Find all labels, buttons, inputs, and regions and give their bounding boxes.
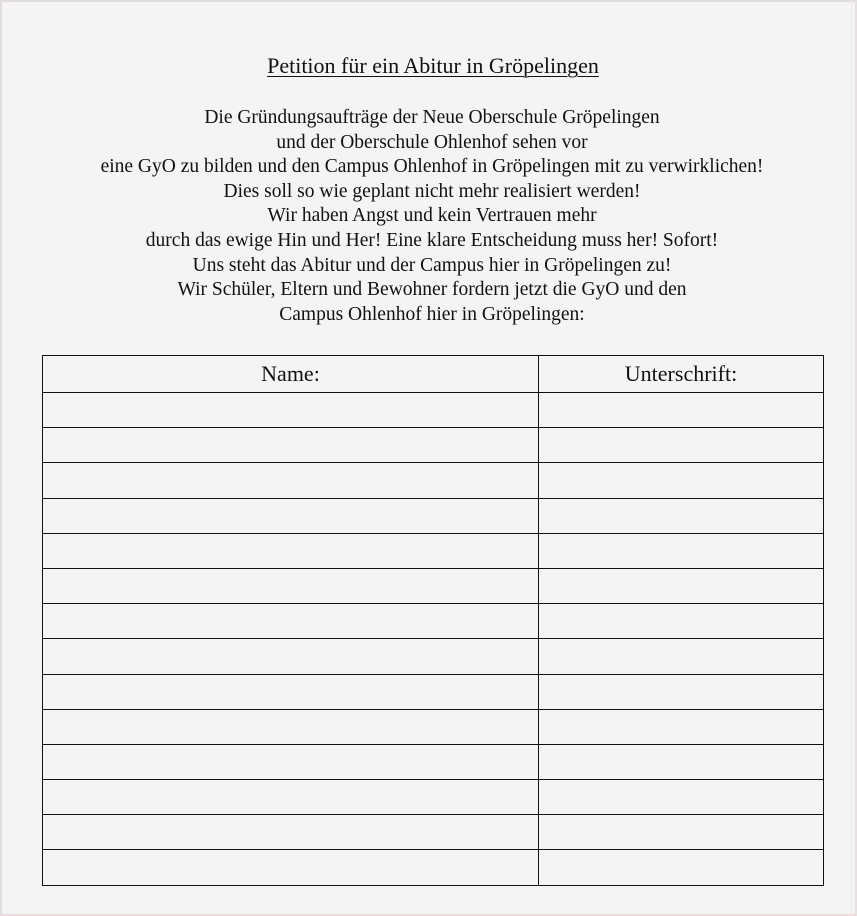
- signature-cell[interactable]: [539, 428, 824, 463]
- table-row: [43, 674, 824, 709]
- table-row: [43, 815, 824, 850]
- body-line: Wir Schüler, Eltern und Bewohner fordern jetzt die GyO und den: [177, 279, 687, 301]
- signature-cell[interactable]: [539, 815, 824, 850]
- column-header-name: Name:: [43, 356, 539, 393]
- table-row: [43, 780, 824, 815]
- signature-cell[interactable]: [539, 780, 824, 815]
- petition-body: [0, 106, 857, 327]
- column-header-signature: Unterschrift:: [539, 356, 824, 393]
- body-line: Die Gründungsaufträge der Neue Oberschule Gröpelingen: [204, 107, 660, 128]
- name-cell[interactable]: [43, 533, 539, 568]
- body-line: Wir haben Angst und kein Vertrauen mehr: [267, 205, 597, 227]
- signature-cell[interactable]: [539, 744, 824, 779]
- signature-cell[interactable]: [539, 533, 824, 568]
- signature-cell[interactable]: [539, 604, 824, 639]
- body-line: Uns steht das Abitur und der Campus hier in Gröpelingen zu!: [192, 254, 672, 276]
- signature-cell[interactable]: [539, 498, 824, 533]
- name-cell[interactable]: [43, 674, 539, 709]
- body-line: Dies soll so wie geplant nicht mehr realisiert werden!: [223, 180, 641, 202]
- body-line: eine GyO zu bilden und den Campus Ohlenhof in Gröpelingen mit zu verwirklichen!: [100, 156, 764, 178]
- name-cell[interactable]: [43, 850, 539, 885]
- signature-cell[interactable]: [539, 568, 824, 603]
- name-cell[interactable]: [43, 780, 539, 815]
- table-row: [43, 709, 824, 744]
- name-cell[interactable]: [43, 709, 539, 744]
- name-cell[interactable]: [43, 639, 539, 674]
- signature-cell[interactable]: [539, 674, 824, 709]
- body-line: und der Oberschule Ohlenhof sehen vor: [276, 131, 588, 153]
- table-row: [43, 428, 824, 463]
- body-line: Campus Ohlenhof hier in Gröpelingen:: [279, 303, 585, 325]
- petition-title: Petition für ein Abitur in Gröpelingen: [267, 53, 599, 78]
- signature-cell[interactable]: [539, 850, 824, 885]
- table-row: [43, 568, 824, 603]
- table-row: [43, 393, 824, 428]
- name-cell[interactable]: [43, 568, 539, 603]
- name-cell[interactable]: [43, 815, 539, 850]
- signature-cell[interactable]: [539, 709, 824, 744]
- name-cell[interactable]: [43, 744, 539, 779]
- signature-cell[interactable]: [539, 463, 824, 498]
- table-row: [43, 604, 824, 639]
- signature-table: [42, 355, 824, 886]
- name-cell[interactable]: [43, 463, 539, 498]
- table-row: [43, 850, 824, 885]
- name-cell[interactable]: [43, 604, 539, 639]
- name-cell[interactable]: [43, 498, 539, 533]
- signature-cell[interactable]: [539, 393, 824, 428]
- signature-cell[interactable]: [539, 639, 824, 674]
- table-row: [43, 639, 824, 674]
- table-row: [43, 463, 824, 498]
- name-cell[interactable]: [43, 393, 539, 428]
- body-line: durch das ewige Hin und Her! Eine klare Entscheidung muss her! Sofort!: [145, 229, 719, 251]
- table-row: [43, 533, 824, 568]
- table-header-row: [43, 356, 824, 393]
- table-row: [43, 498, 824, 533]
- table-row: [43, 744, 824, 779]
- name-cell[interactable]: [43, 428, 539, 463]
